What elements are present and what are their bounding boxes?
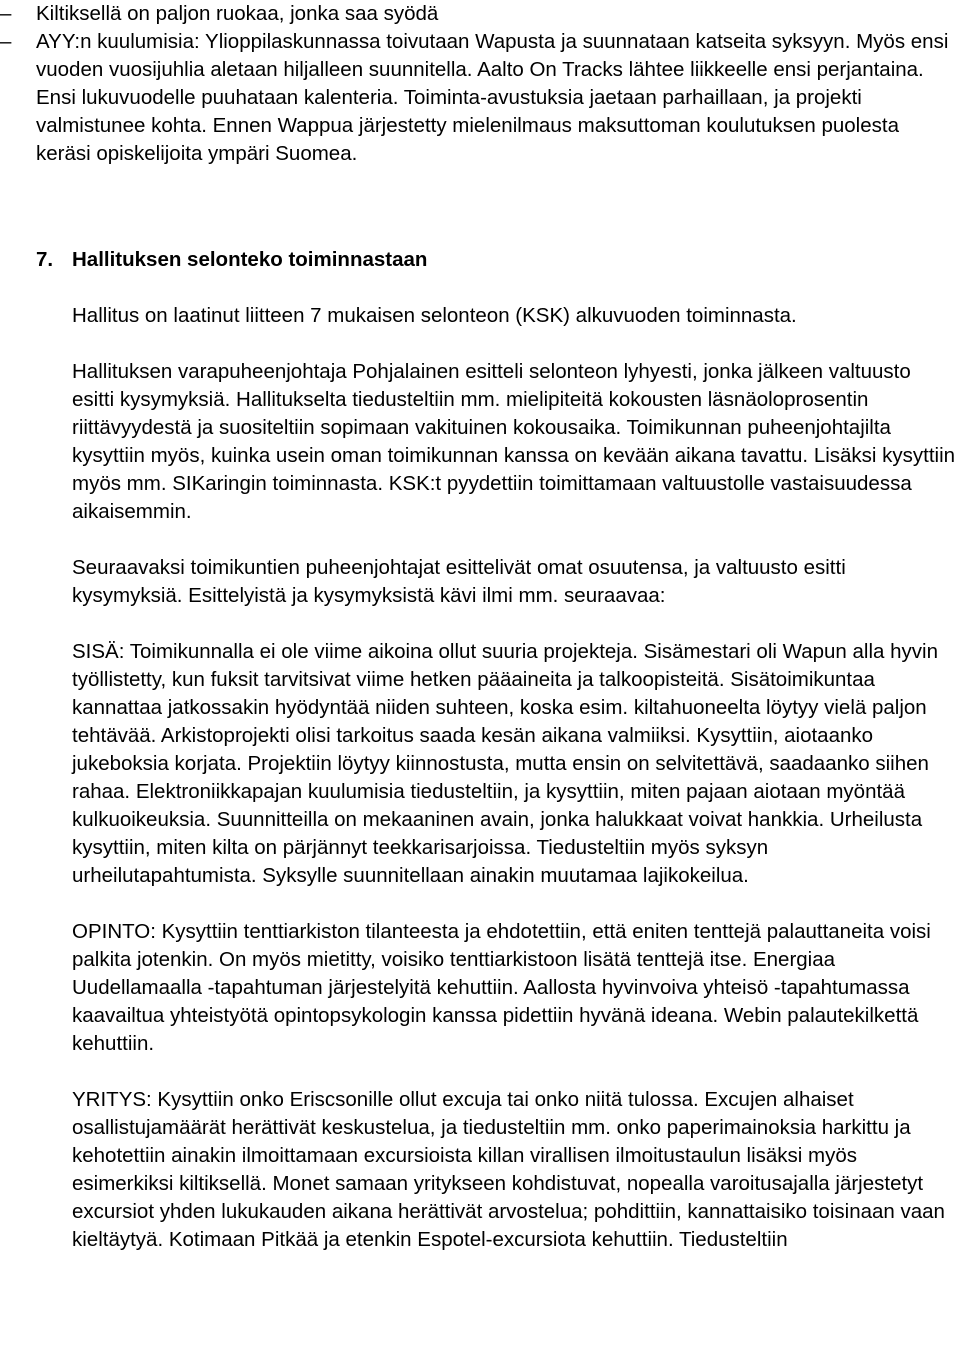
bullet-dash: – [0,30,12,53]
bullet-text: AYY:n kuulumisia: Ylioppilaskunnassa toivutaan Wapusta ja suunnataan katseita syksyyn. Myös ensi vuoden vuosijuhlia aletaan hiljalleen suunnitella. Aalto On Tracks lähtee liikkeelle ensi perjantaina. Ensi lukuvuodelle puuhataan kalenteria. Toiminta-avustuksia jaetaan parhaillaan, ja projekti valmistunee kohta. Ennen Wappua järjestetty mielenilmaus maksuttoman koulutuksen puolesta keräsi opiskelijoita ympäri Suomea. [36,30,949,165]
paragraph-yritys: YRITYS: Kysyttiin onko Eriscsonille ollut excuja tai onko niitä tulossa. Excujen alhaiset osallistujamäärät herättivät keskustelua, ja tiedusteltiin mm. onko paperimainoksia harkittu ja kehotettiin ainakin ilmoittamaan excursioista killan virallisen ilmoitustaulun lisäksi myös esimerkiksi kiltiksellä. Monet samaan yritykseen kohdistuvat, nopealla varoitusajalla järjestetyt excursiot yhden lukukauden aikana herättivät arvostelua; pohdittiin, kannattaisiko toisinaan vaan kieltäytyä. Kotimaan Pitkää ja etenkin Espotel-excursiota kehuttiin. Tiedusteltiin [72,1088,945,1251]
section-7 [36,246,956,1282]
paragraph-report-attached: Hallitus on laatinut liitteen 7 mukaisen selonteon (KSK) alkuvuoden toiminnasta. [72,304,797,327]
paragraph-opinto: OPINTO: Kysyttiin tenttiarkiston tilanteesta ja ehdotettiin, että eniten tenttejä palauttaneita voisi palkita jotenkin. On myös mietitty, voisiko tenttiarkistoon lisätä tenttejä itse. Energiaa Uudellamaalla -tapahtuman järjestelyitä kehuttiin. Aallosta hyvinvoiva yhteisö -tapahtumassa kaavailtua yhteistyötä opintopsykologin kanssa pidettiin hyvänä ideana. Webin palautekilkettä kehuttiin. [72,920,931,1055]
paragraph-vice-chair: Hallituksen varapuheenjohtaja Pohjalainen esitteli selonteon lyhyesti, jonka jälkeen valtuusto esitti kysymyksiä. Hallitukselta tiedusteltiin mm. mielipiteitä kokousten läsnäoloprosentin riittävyydestä ja suositeltiin sopimaan vakituinen kokousaika. Toimikunnan puheenjohtajilta kysyttiin myös, kuinka usein oman toimikunnan kanssa on kevään aikana tavattu. Lisäksi kysyttiin myös mm. SIKaringin toiminnasta. KSK:t pyydettiin toimittamaan valtuustolle vastaisuudessa aikaisemmin. [72,360,956,523]
section-heading [36,246,956,274]
paragraph-committee-chairs: Seuraavaksi toimikuntien puheenjohtajat esittelivät omat osuutensa, ja valtuusto esitti kysymyksiä. Esittelyistä ja kysymyksistä kävi ilmi mm. seuraavaa: [72,556,846,607]
bullet-item-ayy-news [0,28,960,168]
bullet-text: Kiltiksellä on paljon ruokaa, jonka saa syödä [36,2,439,25]
bullet-list [0,0,960,168]
section-number: 7. [36,248,54,271]
bullet-dash: – [0,2,12,25]
bullet-item-kiltis-food [0,0,960,28]
section-title: Hallituksen selonteko toiminnastaan [72,248,428,271]
paragraph-sisa: SISÄ: Toimikunnalla ei ole viime aikoina ollut suuria projekteja. Sisämestari oli Wapun alla hyvin työllistetty, kun fuksit tarvitsivat viime hetken pääaineita ja talkoopisteitä. Sisätoimikuntaa kannattaa jatkossakin hyödyntää niiden suhteen, koska esim. kiltahuoneelta löytyy vielä paljon tehtävää. Arkistoprojekti olisi tarkoitus saada kesän aikana valmiiksi. Kysyttiin, aiotaanko jukeboksia korjata. Projektiin löytyy kiinnostusta, mutta ensin on selvitettävä, saadaanko siihen rahaa. Elektroniikkapajan kuulumisia tiedusteltiin, ja kysyttiin, miten pajaan aiotaan myöntää kulkuoikeuksia. Suunnitteilla on mekaaninen avain, jonka halukkaat voivat hankkia. Urheilusta kysyttiin, miten kilta on pärjännyt teekkarisarjoissa. Tiedusteltiin myös syksyn urheilutapahtumista. Syksylle suunnitellaan ainakin muutamaa lajikokeilua. [72,640,938,887]
